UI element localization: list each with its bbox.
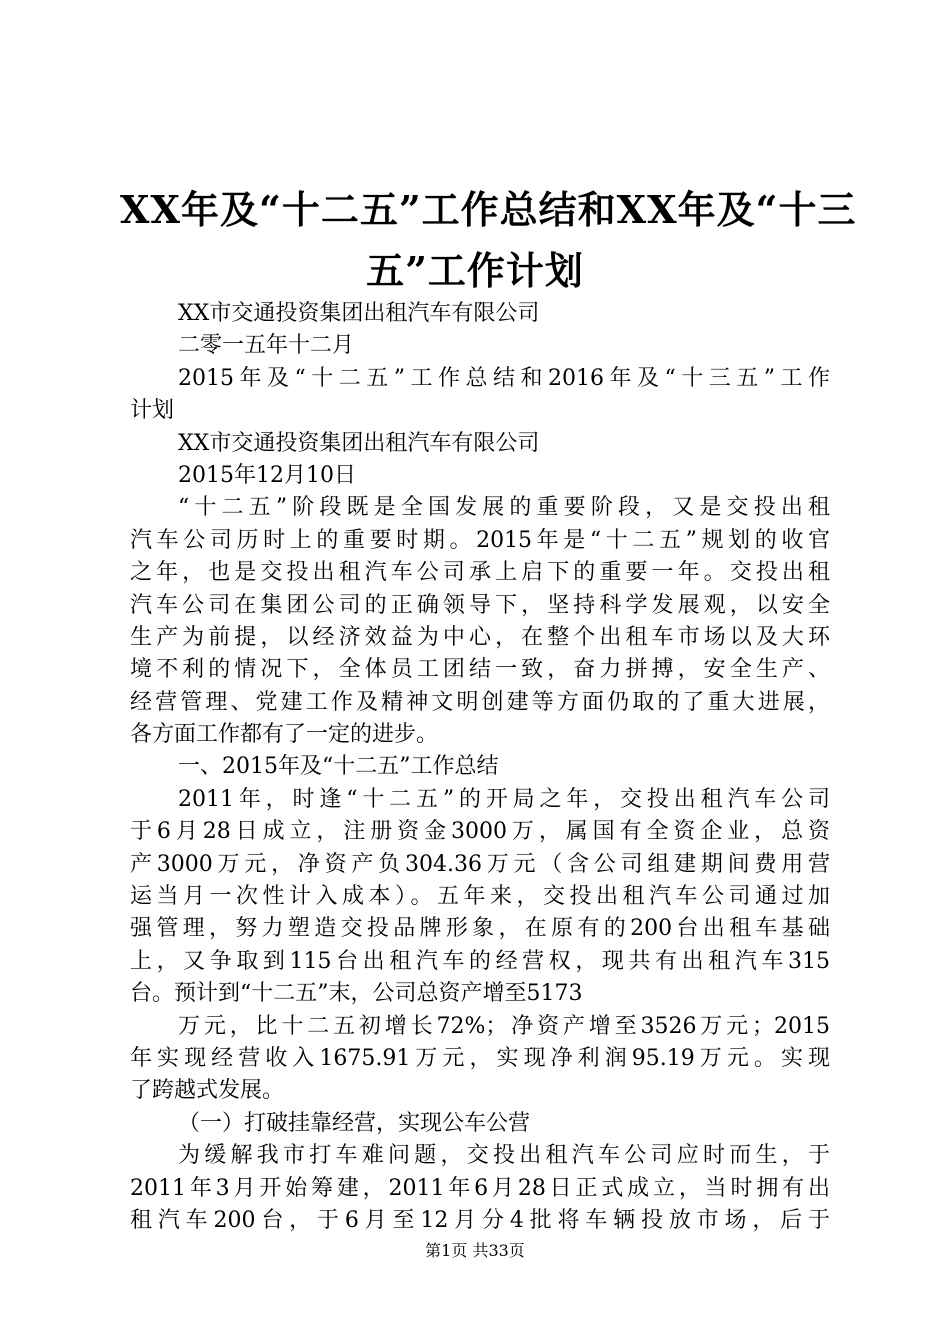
paragraph-line: 台。预计到“十二五”末，公司总资产增至5173 (130, 981, 583, 1007)
document-title-line-1: XX年及“十二五”工作总结和XX年及“十三 (120, 187, 857, 232)
paragraph-line: 租汽车200台，于6月至12月分4批将车辆投放市场，后于 (130, 1207, 830, 1233)
subtitle-line: 计划 (130, 398, 175, 424)
company-name: XX市交通投资集团出租汽车有限公司 (178, 301, 540, 326)
subsection-heading: （一）打破挂靠经营，实现公车公营 (178, 1110, 531, 1136)
paragraph-line: 上，又争取到115台出租汽车的经营权，现共有出租汽车315 (130, 948, 830, 974)
document-date: 2015年12月10日 (178, 462, 356, 488)
paragraph-line: 生产为前提，以经济效益为中心，在整个出租车市场以及大环 (130, 624, 830, 650)
section-heading: 一、2015年及“十二五”工作总结 (178, 754, 499, 780)
paragraph-line: “十二五”阶段既是全国发展的重要阶段，又是交投出租 (178, 495, 830, 521)
subtitle-line: 2015年及“十二五”工作总结和2016年及“十三五”工作 (178, 365, 830, 391)
paragraph-line: 于6月28日成立，注册资金3000万，属国有全资企业，总资 (130, 819, 830, 845)
paragraph-line: 2011年，时逢“十二五”的开局之年，交投出租汽车公司 (178, 786, 830, 812)
paragraph-line: 为缓解我市打车难问题，交投出租汽车公司应时而生，于 (178, 1143, 830, 1169)
paragraph-line: 境不利的情况下，全体员工团结一致，奋力拼搏，安全生产、 (130, 657, 830, 683)
paragraph-line: 运当月一次性计入成本）。五年来，交投出租汽车公司通过加 (130, 884, 830, 910)
page-number-footer: 第1页 共33页 (425, 1241, 525, 1260)
paragraph-line: 之年，也是交投出租汽车公司承上启下的重要一年。交投出租 (130, 560, 830, 586)
document-date-cn: 二零一五年十二月 (178, 333, 355, 359)
paragraph-line: 2011年3月开始筹建，2011年6月28日正式成立，当时拥有出 (130, 1175, 830, 1201)
document-title-line-2: 五”工作计划 (366, 248, 584, 293)
paragraph-line: 了跨越式发展。 (130, 1078, 285, 1104)
paragraph-line: 万元，比十二五初增长72%；净资产增至3526万元；2015 (178, 1013, 830, 1039)
paragraph-line: 年实现经营收入1675.91万元，实现净利润95.19万元。实现 (130, 1045, 830, 1071)
company-name: XX市交通投资集团出租汽车有限公司 (178, 430, 540, 456)
paragraph-line: 汽车公司在集团公司的正确领导下，坚持科学发展观，以安全 (130, 592, 830, 618)
paragraph-line: 产3000万元，净资产负304.36万元（含公司组建期间费用营 (130, 851, 830, 877)
document-body (130, 298, 830, 1237)
paragraph-line: 强管理，努力塑造交投品牌形象，在原有的200台出租车基础 (130, 916, 830, 942)
paragraph-line: 汽车公司历时上的重要时期。2015年是“十二五”规划的收官 (130, 527, 830, 553)
paragraph-line: 经营管理、党建工作及精神文明创建等方面仍取的了重大进展， (130, 689, 830, 715)
paragraph-line: 各方面工作都有了一定的进步。 (130, 722, 439, 748)
